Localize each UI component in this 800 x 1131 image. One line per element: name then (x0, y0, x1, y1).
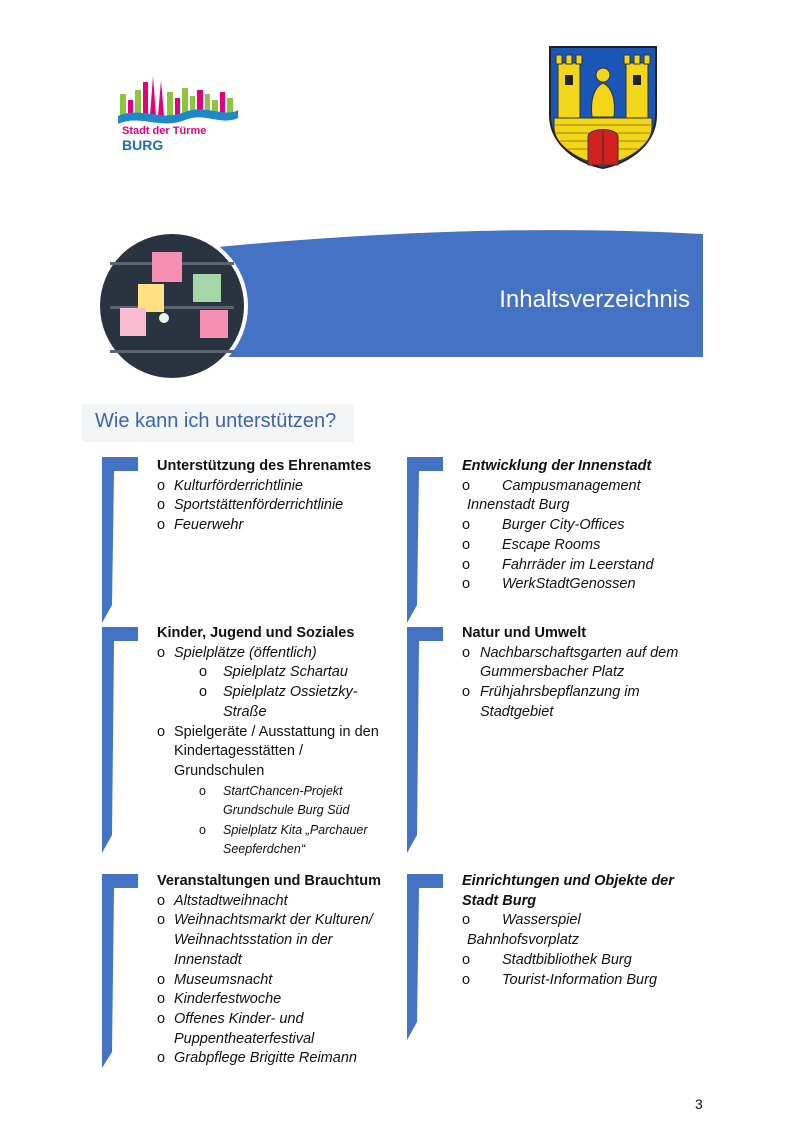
list-item[interactable]: o Museumsnacht (157, 971, 273, 988)
list-item[interactable]: o Feuerwehr (157, 517, 244, 534)
section-marker-icon (405, 872, 445, 1042)
city-logo (110, 72, 250, 167)
list-item-continuation: Gummersbacher Platz (480, 664, 625, 681)
section-ehrenamt (157, 457, 371, 536)
coat-of-arms-icon (548, 45, 658, 170)
list-item-continuation: Innenstadt (174, 951, 242, 968)
list-item-continuation: Grundschulen (174, 762, 265, 779)
list-item[interactable]: o Offenes Kinder- und (157, 1010, 304, 1027)
section-title: Einrichtungen und Objekte der (462, 873, 674, 889)
section-title: Unterstützung des Ehrenamtes (157, 458, 372, 474)
list-item-continuation: Stadtgebiet (480, 703, 554, 720)
list-item-continuation: Puppentheaterfestival (174, 1030, 315, 1047)
section-heading: Wie kann ich unterstützen? (95, 410, 337, 432)
skyline-icon (118, 76, 238, 124)
page-title: Inhaltsverzeichnis (499, 286, 690, 313)
list-item[interactable]: o Frühjahrsbepflanzung im (462, 684, 640, 701)
sticky-note-4 (120, 308, 146, 336)
list-item-continuation: Innenstadt Burg (467, 497, 570, 514)
section-veranstaltungen (157, 872, 381, 1069)
section-marker-icon (405, 625, 445, 855)
list-item[interactable]: o Spielgeräte / Ausstattung in den (157, 723, 379, 740)
sticky-note-5 (200, 310, 228, 338)
list-item[interactable]: o Sportstättenförderrichtlinie (157, 497, 344, 514)
city-logo-line1: Stadt der Türme (122, 125, 207, 137)
sticky-note-3 (193, 274, 221, 302)
list-item[interactable]: o Fahrräder im Leerstand (462, 556, 654, 573)
list-item[interactable]: o Grabpflege Brigitte Reimann (157, 1050, 357, 1067)
list-item[interactable]: o Tourist-Information Burg (462, 971, 658, 988)
list-item[interactable]: o Stadtbibliothek Burg (462, 951, 632, 968)
coat-of-arms (548, 45, 658, 170)
list-item[interactable]: o Escape Rooms (462, 536, 601, 553)
section-title: Veranstaltungen und Brauchtum (157, 873, 381, 889)
list-item-continuation: Grundschule Burg Süd (223, 803, 350, 818)
city-logo-line2: BURG (122, 137, 164, 153)
list-item[interactable]: o Kinderfestwoche (157, 991, 282, 1008)
list-item[interactable]: o Spielplatz Ossietzky- (199, 684, 358, 701)
list-item[interactable]: o Spielplatz Schartau (199, 664, 348, 681)
section-marker-icon (405, 455, 445, 625)
section-innenstadt (462, 457, 654, 595)
list-item-continuation: Seepferdchen“ (223, 842, 306, 857)
list-item[interactable]: o StartChancen-Projekt (199, 783, 343, 798)
sticky-note-2 (138, 284, 164, 312)
sticky-note-1 (152, 252, 182, 282)
list-item[interactable]: o Weihnachtsmarkt der Kulturen/ (157, 912, 373, 929)
page-number: 3 (695, 1096, 703, 1112)
list-item[interactable]: o Wasserspiel (462, 912, 581, 929)
section-kinder-jugend (157, 624, 379, 860)
list-item[interactable]: o Altstadtweihnacht (157, 892, 288, 909)
list-item[interactable]: o Nachbarschaftsgarten auf dem (462, 644, 679, 661)
section-title-line2: Stadt Burg (462, 892, 537, 909)
list-item[interactable]: o WerkStadtGenossen (462, 576, 636, 593)
list-item[interactable]: o Kulturförderrichtlinie (157, 477, 303, 494)
section-title: Kinder, Jugend und Soziales (157, 625, 355, 641)
section-einrichtungen (462, 872, 674, 990)
list-item-continuation: Weihnachtsstation in der (174, 932, 333, 949)
section-marker-icon (100, 455, 140, 625)
list-item[interactable]: o Spielplätze (öffentlich) (157, 644, 317, 661)
section-title: Natur und Umwelt (462, 625, 587, 641)
list-item[interactable]: o Burger City-Offices (462, 517, 625, 534)
list-item-continuation: Straße (223, 703, 267, 720)
list-item-continuation: Kindertagesstätten / (174, 743, 303, 760)
section-marker-icon (100, 872, 140, 1070)
list-item[interactable]: o Spielplatz Kita „Parchauer (199, 822, 368, 837)
list-item-continuation: Bahnhofsvorplatz (467, 932, 580, 949)
section-natur-umwelt (462, 624, 678, 723)
list-item[interactable]: o Campusmanagement (462, 477, 641, 494)
section-marker-icon (100, 625, 140, 855)
section-title: Entwicklung der Innenstadt (462, 458, 652, 474)
